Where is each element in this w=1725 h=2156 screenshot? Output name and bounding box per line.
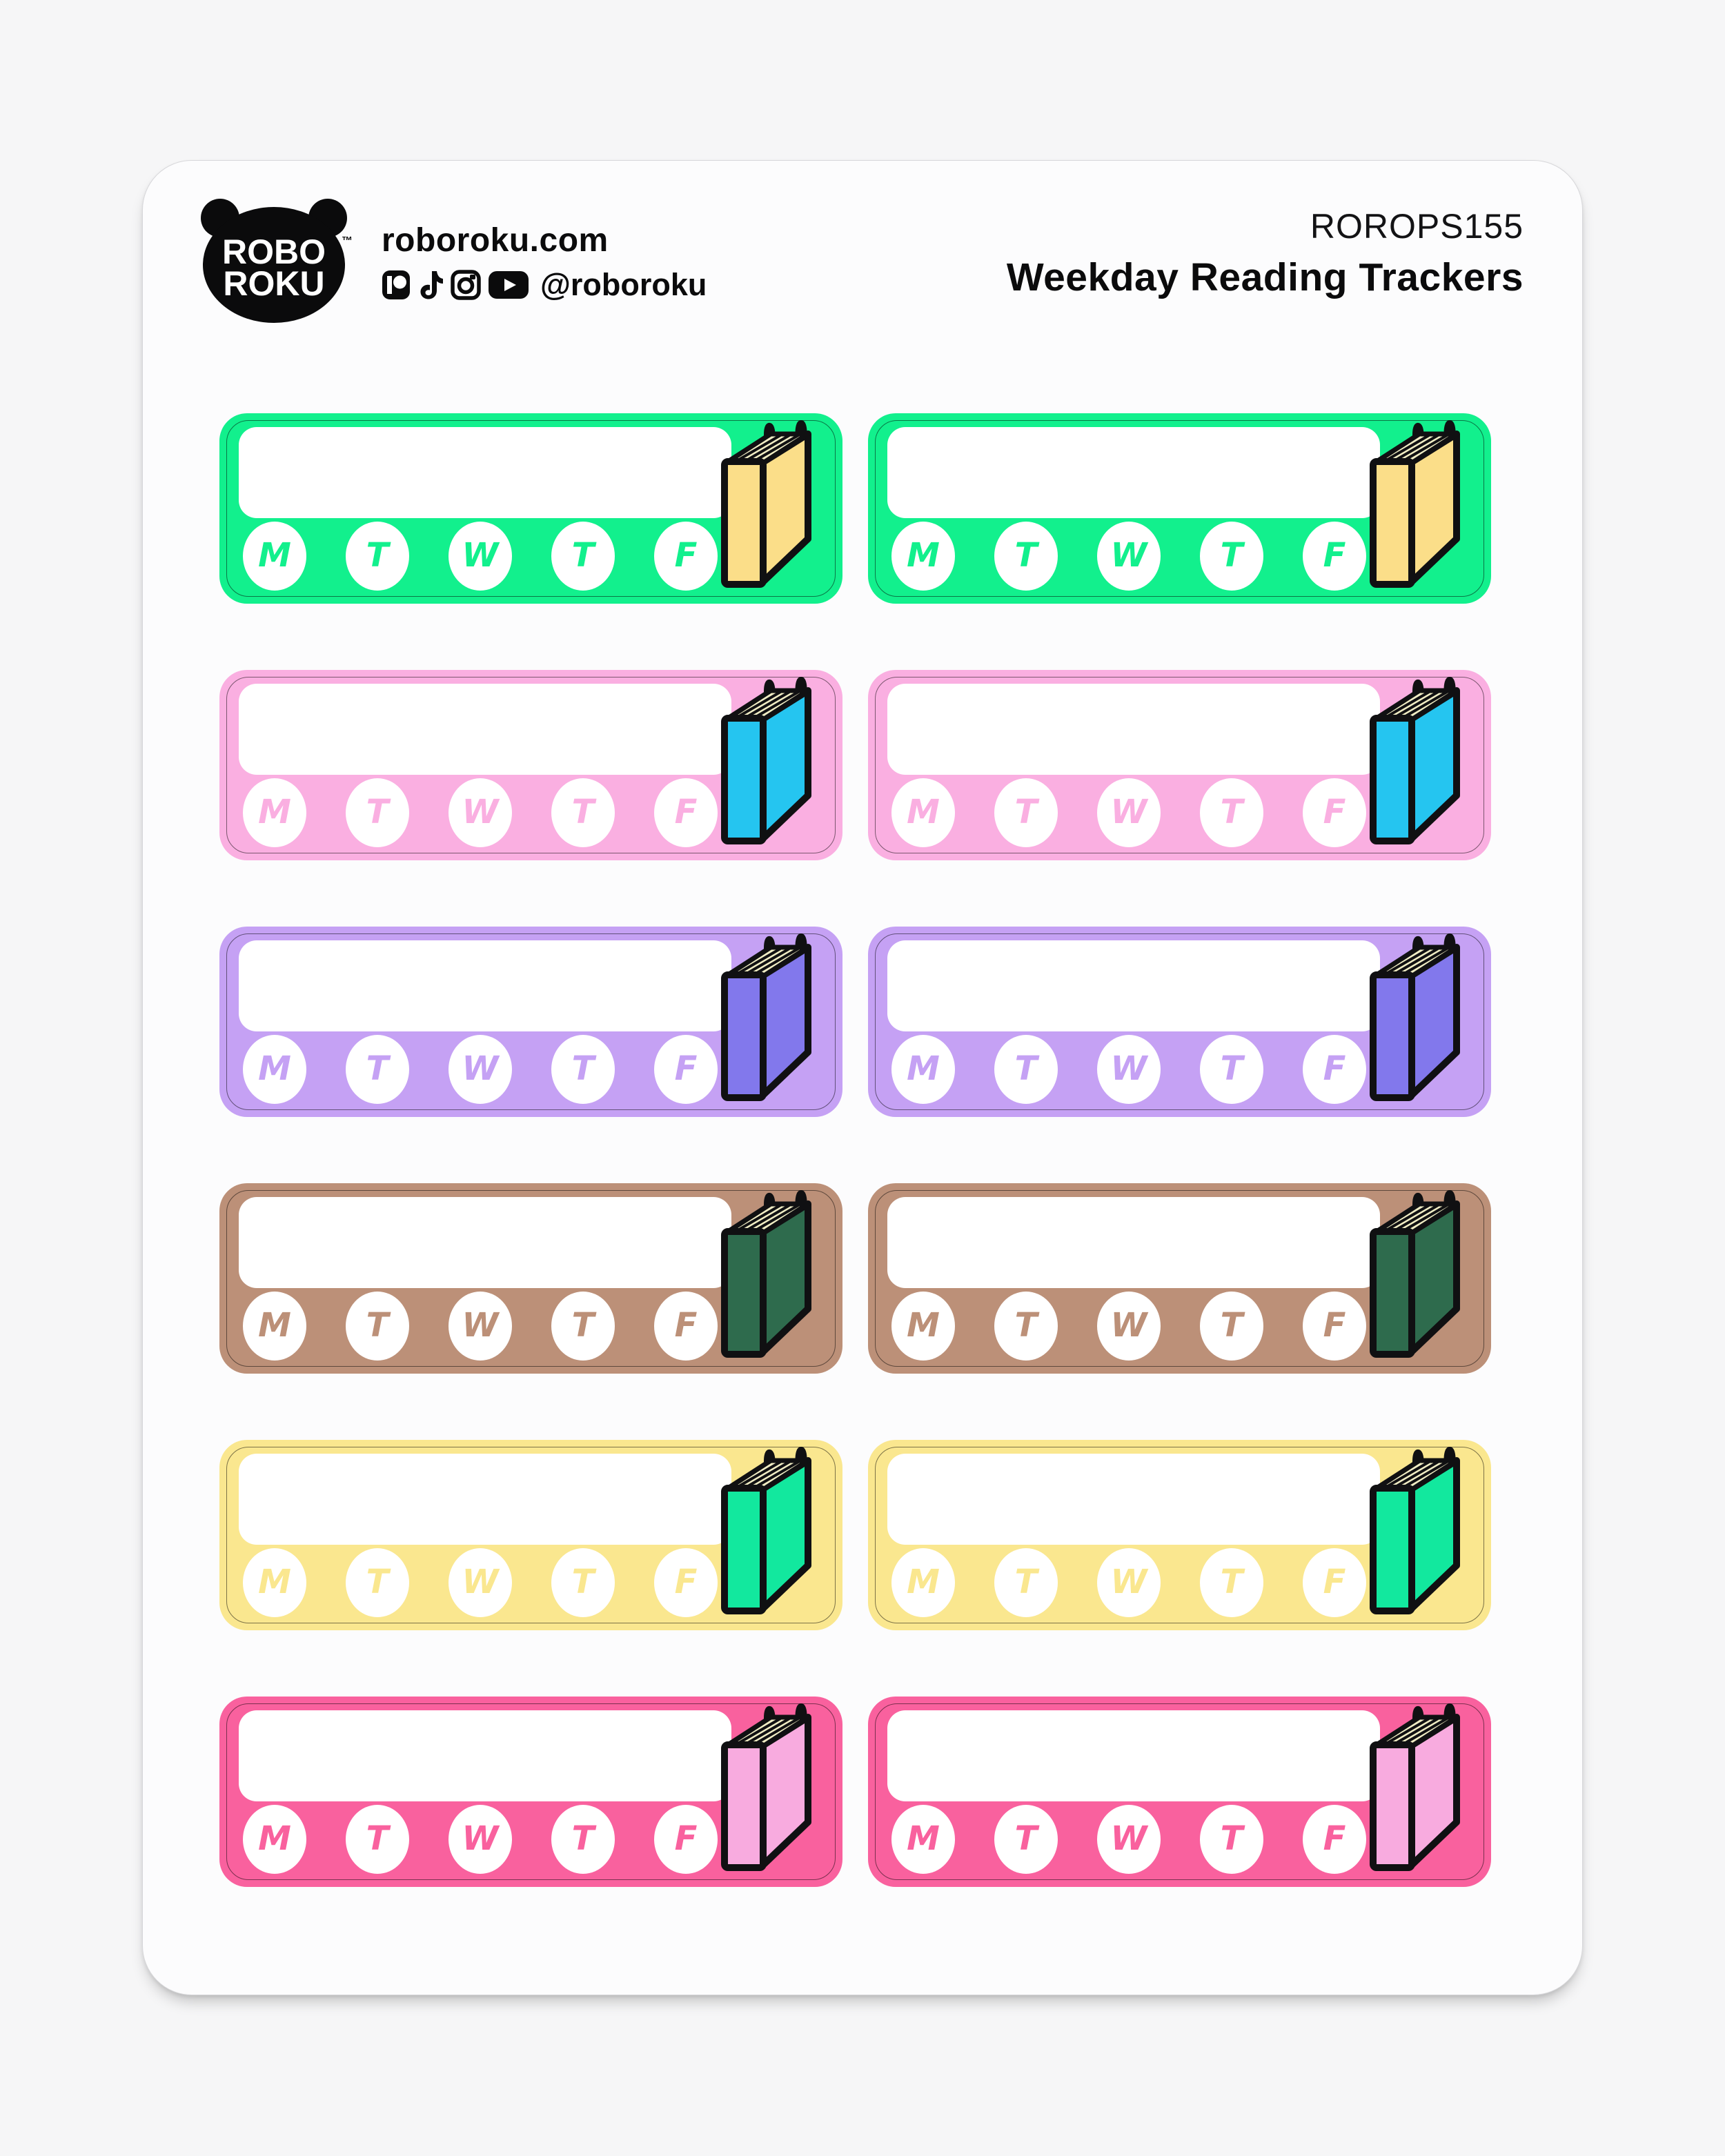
sticker-sheet bbox=[142, 160, 1583, 1995]
day-circle bbox=[551, 1548, 615, 1617]
trademark-symbol: ™ bbox=[342, 235, 353, 247]
day-letter: F bbox=[674, 1049, 698, 1088]
reading-tracker-sticker-butter-yellow bbox=[219, 1440, 842, 1630]
day-circle bbox=[1097, 1292, 1161, 1361]
day-letter: T bbox=[1014, 793, 1038, 831]
book-icon bbox=[720, 677, 811, 845]
day-letter: T bbox=[1014, 1049, 1038, 1088]
youtube-icon bbox=[489, 270, 529, 299]
tiktok-icon bbox=[418, 270, 443, 300]
day-circle bbox=[1200, 1805, 1263, 1874]
day-letter: F bbox=[1323, 1819, 1346, 1858]
day-letter: M bbox=[907, 536, 940, 575]
day-circle bbox=[346, 1035, 409, 1104]
book-icon bbox=[1369, 677, 1460, 845]
day-circle bbox=[1200, 1035, 1263, 1104]
day-circle bbox=[891, 1548, 955, 1617]
day-letter: W bbox=[462, 1306, 499, 1345]
day-letter: T bbox=[571, 1049, 595, 1088]
reading-tracker-sticker-hot-pink bbox=[868, 1697, 1491, 1887]
day-circle bbox=[1303, 522, 1366, 591]
day-letter: T bbox=[571, 1306, 595, 1345]
day-circle bbox=[891, 1035, 955, 1104]
book-icon bbox=[720, 1703, 811, 1872]
reading-tracker-sticker-light-pink bbox=[219, 670, 842, 860]
day-letter: M bbox=[258, 1306, 291, 1345]
book-icon bbox=[1369, 1447, 1460, 1615]
day-circle bbox=[654, 522, 718, 591]
day-circle bbox=[346, 778, 409, 847]
day-circle bbox=[448, 1548, 512, 1617]
day-circle bbox=[551, 1292, 615, 1361]
day-circle bbox=[551, 522, 615, 591]
day-letter: T bbox=[366, 1563, 389, 1601]
day-circle bbox=[1097, 522, 1161, 591]
book-icon bbox=[720, 1447, 811, 1615]
book-icon bbox=[720, 1190, 811, 1358]
day-circle bbox=[994, 1035, 1058, 1104]
reading-tracker-sticker-hot-pink bbox=[219, 1697, 842, 1887]
day-circle bbox=[994, 778, 1058, 847]
day-circle bbox=[1303, 1292, 1366, 1361]
patreon-icon bbox=[382, 270, 411, 300]
day-letter: T bbox=[1220, 1563, 1243, 1601]
day-letter: T bbox=[366, 536, 389, 575]
reading-tracker-sticker-tan bbox=[219, 1183, 842, 1374]
day-circle bbox=[1200, 1548, 1263, 1617]
page-title: Weekday Reading Trackers bbox=[1006, 255, 1524, 299]
day-circle bbox=[1303, 1035, 1366, 1104]
day-circle bbox=[654, 1548, 718, 1617]
day-circle bbox=[1097, 778, 1161, 847]
day-letter: T bbox=[1014, 1819, 1038, 1858]
day-letter: T bbox=[1220, 793, 1243, 831]
product-sku: ROROPS155 bbox=[1310, 207, 1524, 246]
day-letter: F bbox=[1323, 1563, 1346, 1601]
day-circle bbox=[654, 1805, 718, 1874]
day-letter: F bbox=[674, 793, 698, 831]
website-url: roboroku.com bbox=[382, 222, 609, 259]
day-letter: T bbox=[1014, 1306, 1038, 1345]
reading-tracker-sticker-lavender bbox=[868, 927, 1491, 1117]
day-circle bbox=[654, 1035, 718, 1104]
day-circle bbox=[994, 1805, 1058, 1874]
reading-tracker-sticker-tan bbox=[868, 1183, 1491, 1374]
day-circle bbox=[1097, 1548, 1161, 1617]
day-circle bbox=[346, 1805, 409, 1874]
day-circle bbox=[448, 778, 512, 847]
reading-tracker-sticker-lavender bbox=[219, 927, 842, 1117]
day-circle bbox=[1303, 1805, 1366, 1874]
day-circle bbox=[551, 778, 615, 847]
day-circle bbox=[654, 778, 718, 847]
instagram-icon bbox=[451, 270, 481, 300]
day-letter: W bbox=[462, 1563, 499, 1601]
day-circle bbox=[1303, 778, 1366, 847]
day-circle bbox=[994, 1548, 1058, 1617]
day-letter: W bbox=[462, 1819, 499, 1858]
day-letter: M bbox=[907, 793, 940, 831]
day-circle bbox=[654, 1292, 718, 1361]
day-letter: T bbox=[571, 1819, 595, 1858]
day-circle bbox=[243, 1548, 306, 1617]
day-circle bbox=[346, 1292, 409, 1361]
day-letter: F bbox=[674, 1306, 698, 1345]
day-letter: W bbox=[1110, 1819, 1147, 1858]
day-circle bbox=[1200, 778, 1263, 847]
day-circle bbox=[891, 1292, 955, 1361]
day-letter: T bbox=[1220, 1306, 1243, 1345]
day-letter: M bbox=[907, 1049, 940, 1088]
day-circle bbox=[243, 778, 306, 847]
book-icon bbox=[1369, 1190, 1460, 1358]
day-circle bbox=[448, 522, 512, 591]
day-letter: W bbox=[1110, 536, 1147, 575]
day-circle bbox=[551, 1035, 615, 1104]
day-circle bbox=[891, 778, 955, 847]
day-circle bbox=[448, 1035, 512, 1104]
day-circle bbox=[891, 522, 955, 591]
day-circle bbox=[1200, 1292, 1263, 1361]
day-circle bbox=[243, 1292, 306, 1361]
day-letter: T bbox=[1220, 1819, 1243, 1858]
book-icon bbox=[1369, 1703, 1460, 1872]
day-letter: M bbox=[258, 793, 291, 831]
day-circle bbox=[994, 1292, 1058, 1361]
day-letter: T bbox=[571, 536, 595, 575]
day-circle bbox=[243, 522, 306, 591]
day-letter: W bbox=[462, 793, 499, 831]
day-letter: M bbox=[258, 536, 291, 575]
day-letter: M bbox=[258, 1563, 291, 1601]
day-circle bbox=[346, 1548, 409, 1617]
day-letter: W bbox=[462, 536, 499, 575]
day-letter: W bbox=[1110, 793, 1147, 831]
sheet-meta bbox=[1007, 206, 1524, 300]
day-circle bbox=[243, 1035, 306, 1104]
day-circle bbox=[243, 1805, 306, 1874]
day-letter: W bbox=[1110, 1306, 1147, 1345]
day-letter: W bbox=[462, 1049, 499, 1088]
day-circle bbox=[551, 1805, 615, 1874]
day-letter: W bbox=[1110, 1049, 1147, 1088]
day-letter: F bbox=[1323, 793, 1346, 831]
day-letter: M bbox=[907, 1563, 940, 1601]
day-letter: T bbox=[366, 1049, 389, 1088]
day-letter: T bbox=[366, 1819, 389, 1858]
day-letter: M bbox=[907, 1306, 940, 1345]
day-letter: F bbox=[1323, 1049, 1346, 1088]
book-icon bbox=[720, 420, 811, 589]
reading-tracker-sticker-spring-green bbox=[868, 413, 1491, 604]
day-circle bbox=[1200, 522, 1263, 591]
day-letter: F bbox=[1323, 1306, 1346, 1345]
day-letter: F bbox=[674, 536, 698, 575]
day-letter: W bbox=[1110, 1563, 1147, 1601]
logo-text-line1: ROBO bbox=[222, 233, 326, 271]
day-letter: T bbox=[1014, 1563, 1038, 1601]
roboroku-bear-logo bbox=[199, 197, 353, 323]
day-circle bbox=[1097, 1035, 1161, 1104]
book-icon bbox=[1369, 933, 1460, 1102]
day-letter: T bbox=[571, 1563, 595, 1601]
reading-tracker-sticker-light-pink bbox=[868, 670, 1491, 860]
book-icon bbox=[720, 933, 811, 1102]
day-letter: T bbox=[571, 793, 595, 831]
day-letter: M bbox=[907, 1819, 940, 1858]
day-letter: T bbox=[1220, 1049, 1243, 1088]
book-icon bbox=[1369, 420, 1460, 589]
day-letter: M bbox=[258, 1819, 291, 1858]
day-circle bbox=[1097, 1805, 1161, 1874]
logo-text-line2: ROKU bbox=[223, 264, 325, 303]
day-letter: F bbox=[674, 1563, 698, 1601]
day-letter: T bbox=[1220, 536, 1243, 575]
day-circle bbox=[994, 522, 1058, 591]
day-circle bbox=[448, 1292, 512, 1361]
day-circle bbox=[1303, 1548, 1366, 1617]
social-row bbox=[382, 267, 707, 302]
day-letter: T bbox=[366, 793, 389, 831]
day-circle bbox=[448, 1805, 512, 1874]
day-circle bbox=[346, 522, 409, 591]
day-letter: T bbox=[1014, 536, 1038, 575]
day-letter: F bbox=[1323, 536, 1346, 575]
day-letter: M bbox=[258, 1049, 291, 1088]
day-letter: T bbox=[366, 1306, 389, 1345]
day-letter: F bbox=[674, 1819, 698, 1858]
social-handle: @roboroku bbox=[540, 267, 707, 302]
day-circle bbox=[891, 1805, 955, 1874]
reading-tracker-sticker-butter-yellow bbox=[868, 1440, 1491, 1630]
reading-tracker-sticker-spring-green bbox=[219, 413, 842, 604]
